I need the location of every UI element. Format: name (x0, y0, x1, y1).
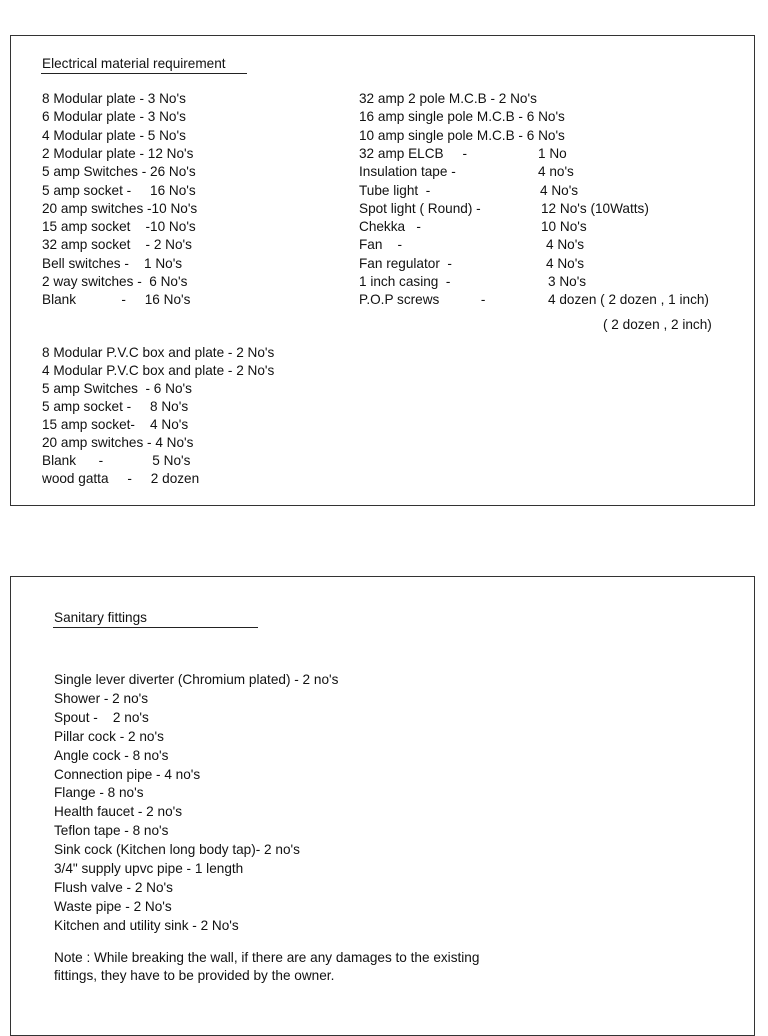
sanitary-list-item: Kitchen and utility sink - 2 No's (54, 917, 239, 933)
item-name: Fan - (359, 237, 403, 253)
sanitary-fittings-panel (10, 576, 755, 1036)
electrical-box-item: 20 amp switches - 4 No's (42, 435, 194, 450)
item-quantity: 4 No's (540, 182, 579, 198)
sanitary-list-item: Flange - 8 no's (54, 785, 144, 801)
sanitary-title-underline (53, 627, 258, 628)
sanitary-list-item: Pillar cock - 2 no's (54, 728, 164, 744)
electrical-box-item: wood gatta - 2 dozen (42, 471, 200, 486)
electrical-box-item: 5 amp socket - 8 No's (42, 399, 189, 414)
sanitary-list-item: Spout - 2 no's (54, 709, 149, 725)
electrical-box-item: 4 Modular P.V.C box and plate - 2 No's (42, 363, 275, 378)
sanitary-list-item: Connection pipe - 4 no's (54, 766, 201, 782)
electrical-list-item: 6 Modular plate - 3 No's (42, 109, 186, 125)
item-quantity: 3 No's (548, 274, 587, 289)
sanitary-list-item: Single lever diverter (Chromium plated) - 2 no's (54, 672, 339, 687)
electrical-list-item: 5 amp socket - 16 No's (42, 182, 196, 198)
item-name: 32 amp 2 pole M.C.B - 2 No's (359, 91, 537, 106)
sanitary-list-item: Angle cock - 8 no's (54, 747, 169, 763)
item-name: 16 amp single pole M.C.B - 6 No's (359, 109, 565, 125)
electrical-list-item: Blank - 16 No's (42, 292, 191, 308)
electrical-box-item: 15 amp socket- 4 No's (42, 417, 189, 432)
electrical-list-item: 2 way switches - 6 No's (42, 274, 188, 289)
item-name: Fan regulator - (359, 255, 452, 271)
item-quantity: 4 no's (538, 164, 574, 180)
item-name: Spot light ( Round) - (359, 200, 481, 216)
note-line-1: Note : While breaking the wall, if there are any damages to the existing (54, 950, 480, 965)
electrical-requirements-panel (10, 35, 755, 506)
item-name: 1 inch casing - (359, 274, 451, 289)
item-quantity: 4 No's (546, 237, 585, 253)
item-name: 10 amp single pole M.C.B - 6 No's (359, 127, 565, 143)
item-name: P.O.P screws - (359, 292, 486, 308)
electrical-title: Electrical material requirement (42, 56, 226, 71)
sanitary-list-item: Shower - 2 no's (54, 690, 149, 706)
item-name: Insulation tape - (359, 164, 456, 180)
item-name: Tube light - (359, 182, 431, 198)
item-quantity: 4 No's (546, 255, 585, 271)
item-quantity: 10 No's (541, 219, 587, 235)
item-name: Chekka - (359, 219, 421, 235)
sanitary-list-item: Health faucet - 2 no's (54, 804, 183, 820)
electrical-list-item: 8 Modular plate - 3 No's (42, 91, 186, 106)
sanitary-list-item: 3/4" supply upvc pipe - 1 length (54, 861, 244, 876)
item-quantity: 12 No's (10Watts) (541, 200, 649, 216)
item-name: 32 amp ELCB - (359, 145, 468, 161)
electrical-list-item: Bell switches - 1 No's (42, 255, 183, 271)
item-quantity: 4 dozen ( 2 dozen , 1 inch) (548, 292, 709, 308)
electrical-list-item: 2 Modular plate - 12 No's (42, 145, 194, 161)
sanitary-list-item: Flush valve - 2 No's (54, 879, 173, 895)
note-line-2: fittings, they have to be provided by the owner. (54, 968, 335, 983)
electrical-list-item: 15 amp socket -10 No's (42, 219, 196, 235)
sanitary-list-item: Teflon tape - 8 no's (54, 823, 169, 839)
electrical-box-item: 8 Modular P.V.C box and plate - 2 No's (42, 345, 275, 360)
electrical-list-item: 32 amp socket - 2 No's (42, 237, 192, 253)
item-quantity: 1 No (538, 145, 567, 161)
electrical-list-item: 4 Modular plate - 5 No's (42, 127, 186, 143)
electrical-box-item: 5 amp Switches - 6 No's (42, 381, 192, 396)
sanitary-list-item: Waste pipe - 2 No's (54, 898, 172, 914)
sanitary-list-item: Sink cock (Kitchen long body tap)- 2 no's (54, 842, 300, 858)
electrical-list-item: 5 amp Switches - 26 No's (42, 164, 196, 180)
electrical-box-item: Blank - 5 No's (42, 453, 191, 468)
sanitary-title: Sanitary fittings (54, 610, 147, 625)
electrical-list-item: 20 amp switches -10 No's (42, 200, 198, 216)
pop-screws-extra: ( 2 dozen , 2 inch) (603, 317, 712, 332)
electrical-title-underline (41, 73, 247, 74)
